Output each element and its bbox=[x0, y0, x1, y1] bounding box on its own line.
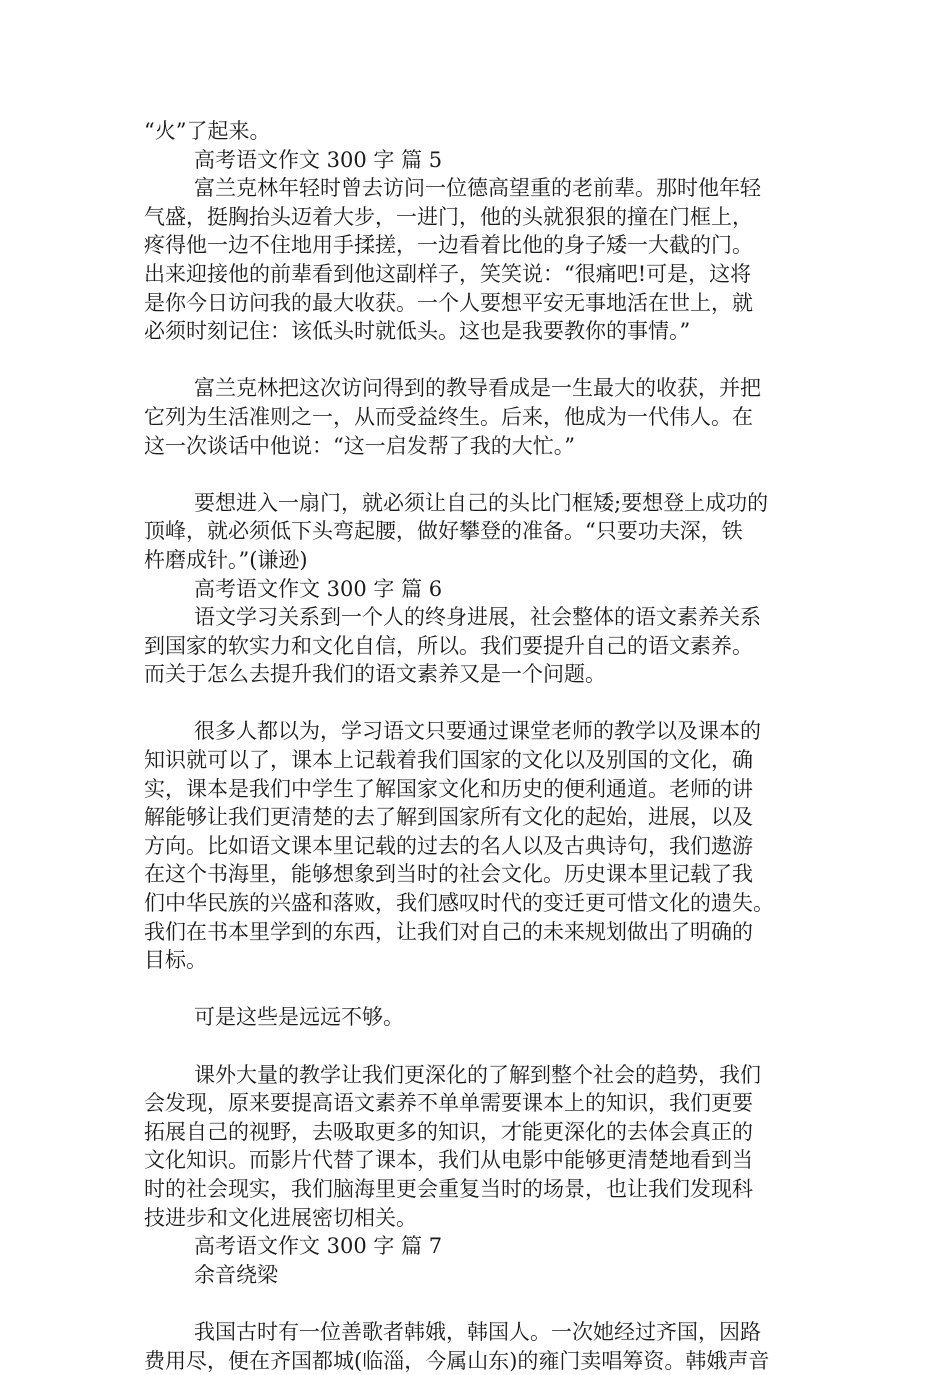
text-line: 顶峰，就必须低下头弯起腰，做好攀登的准备。“只要功夫深，铁 bbox=[144, 519, 743, 544]
text-line: 高考语文作文 300 字 篇 5 bbox=[194, 147, 443, 172]
text-line: 在这个书海里，能够想象到当时的社会文化。历史课本里记载了我 bbox=[144, 862, 753, 887]
text-line: 时的社会现实，我们脑海里更会重复当时的场景，也让我们发现科 bbox=[144, 1176, 753, 1201]
document-body bbox=[144, 117, 808, 1375]
text-line: 方向。比如语文课本里记载的过去的名人以及古典诗句，我们遨游 bbox=[144, 833, 753, 858]
text-line: 气盛，挺胸抬头迈着大步，一进门，他的头就狠狠的撞在门框上， bbox=[144, 204, 753, 229]
text-line: “火”了起来。 bbox=[144, 119, 271, 143]
text-line: 我国古时有一位善歌者韩娥，韩国人。一次她经过齐国，因路 bbox=[194, 1319, 761, 1344]
blank-line bbox=[144, 975, 808, 1004]
text-line: 我们在书本里学到的东西，让我们对自己的未来规划做出了明确的 bbox=[144, 919, 753, 944]
text-line: 杵磨成针。”(谦逊) bbox=[144, 547, 308, 572]
blank-line bbox=[144, 1289, 808, 1318]
text-line: 课外大量的教学让我们更深化的了解到整个社会的趋势，我们 bbox=[194, 1062, 761, 1087]
text-line: 这一次谈话中他说：“这一启发帮了我的大忙。” bbox=[144, 433, 575, 458]
text-line: 高考语文作文 300 字 篇 6 bbox=[194, 576, 443, 601]
blank-line bbox=[144, 1032, 808, 1061]
blank-line bbox=[144, 689, 808, 718]
text-line: 会发现，原来要提高语文素养不单单需要课本上的知识，我们更要 bbox=[144, 1091, 753, 1116]
text-line: 它列为生活准则之一，从而受益终生。后来，他成为一代伟人。在 bbox=[144, 404, 753, 429]
text-line: 语文学习关系到一个人的终身进展，社会整体的语文素养关系 bbox=[194, 605, 761, 630]
text-line: 富兰克林年轻时曾去访问一位德高望重的老前辈。那时他年轻 bbox=[194, 176, 761, 201]
blank-line bbox=[144, 346, 808, 375]
text-line: 实，课本是我们中学生了解国家文化和历史的便利通道。老师的讲 bbox=[144, 776, 753, 801]
text-line: 而关于怎么去提升我们的语文素养又是一个问题。 bbox=[144, 662, 606, 687]
text-line: 可是这些是远远不够。 bbox=[194, 1005, 404, 1030]
text-line: 到国家的软实力和文化自信，所以。我们要提升自己的语文素养。 bbox=[144, 633, 753, 658]
text-line: 解能够让我们更清楚的去了解到国家所有文化的起始，进展，以及 bbox=[144, 805, 753, 830]
text-line: 很多人都以为，学习语文只要通过课堂老师的教学以及课本的 bbox=[194, 719, 761, 744]
text-line: 出来迎接他的前辈看到他这副样子，笑笑说：“很痛吧!可是，这将 bbox=[144, 261, 752, 286]
text-line: 必须时刻记住：该低头时就低头。这也是我要教你的事情。” bbox=[144, 319, 691, 344]
text-line: 知识就可以了，课本上记载着我们国家的文化以及别国的文化，确 bbox=[144, 748, 753, 773]
text-line: 技进步和文化进展密切相关。 bbox=[144, 1205, 417, 1230]
text-line: 富兰克林把这次访问得到的教导看成是一生最大的收获，并把 bbox=[194, 376, 761, 401]
text-line: 要想进入一扇门，就必须让自己的头比门框矮;要想登上成功的 bbox=[194, 490, 769, 515]
text-line: 目标。 bbox=[144, 948, 207, 973]
text-line: 文化知识。而影片代替了课本，我们从电影中能够更清楚地看到当 bbox=[144, 1148, 753, 1173]
text-line: 疼得他一边不住地用手揉搓，一边看着比他的身子矮一大截的门。 bbox=[144, 233, 753, 258]
text-line: 费用尽，便在齐国都城(临淄，今属山东)的雍门卖唱筹资。韩娥声音 bbox=[144, 1348, 770, 1373]
text-line: 余音绕梁 bbox=[194, 1262, 278, 1287]
blank-line bbox=[144, 460, 808, 489]
text-line: 们中华民族的兴盛和落败，我们感叹时代的变迁更可惜文化的遗失。 bbox=[144, 891, 774, 916]
text-line: 高考语文作文 300 字 篇 7 bbox=[194, 1234, 443, 1259]
text-line: 是你今日访问我的最大收获。一个人要想平安无事地活在世上，就 bbox=[144, 290, 753, 315]
text-line: 拓展自己的视野，去吸取更多的知识，才能更深化的去体会真正的 bbox=[144, 1119, 753, 1144]
